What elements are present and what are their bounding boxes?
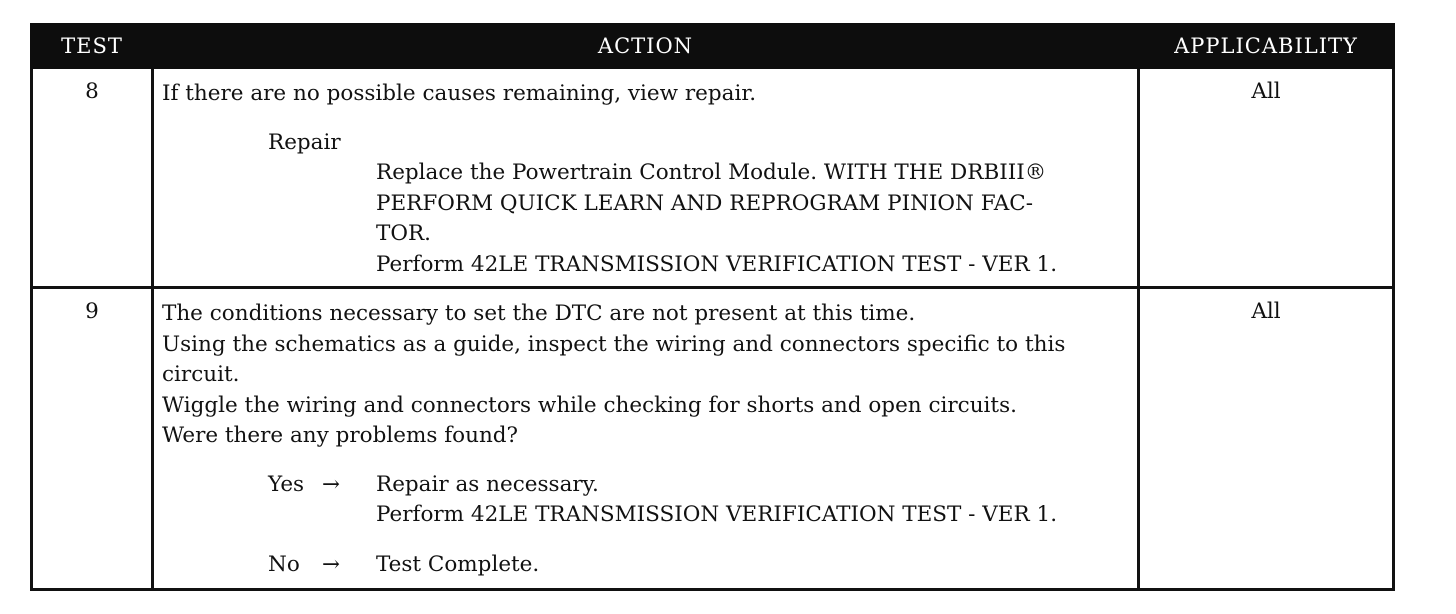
repair-verify: Perform 42LE TRANSMISSION VERIFICATION TEST - VER 1. — [376, 251, 1058, 277]
yes-label: Yes — [268, 471, 305, 497]
yes-branch — [268, 470, 1129, 531]
action-cell — [153, 288, 1139, 590]
diagnostic-table — [30, 23, 1395, 591]
repair-label: Repair — [268, 129, 341, 155]
header-action: ACTION — [153, 25, 1139, 68]
table-row-test-8 — [32, 68, 1394, 288]
right-arrow-icon: → — [322, 471, 341, 497]
applicability-value: All — [1139, 288, 1394, 590]
header-applicability: APPLICABILITY — [1139, 25, 1394, 68]
no-text: Test Complete. — [376, 551, 540, 577]
yes-text — [376, 470, 1129, 531]
header-test: TEST — [32, 25, 153, 68]
header-row — [32, 25, 1394, 68]
test-number: 9 — [32, 288, 153, 590]
action-intro: If there are no possible causes remaining, view repair. — [162, 81, 757, 106]
applicability-value: All — [1139, 68, 1394, 288]
test-number: 8 — [32, 68, 153, 288]
action-line-4: Wiggle the wiring and connectors while checking for shorts and open circuits. — [162, 392, 1017, 418]
repair-text-line-1: Replace the Powertrain Control Module. WITH THE DRBIII® — [376, 160, 1047, 185]
no-label: No — [268, 551, 300, 577]
right-arrow-icon: → — [322, 551, 341, 577]
action-line-3: circuit. — [162, 362, 240, 387]
repair-text-line-3: TOR. — [376, 221, 431, 246]
no-branch — [268, 550, 1129, 581]
action-cell — [153, 68, 1139, 288]
repair-text-line-2: PERFORM QUICK LEARN AND REPROGRAM PINION FAC- — [376, 190, 1033, 216]
action-line-1: The conditions necessary to set the DTC are not present at this time. — [162, 301, 916, 326]
repair-body — [376, 158, 1129, 286]
yes-text-line-2: Perform 42LE TRANSMISSION VERIFICATION TEST - VER 1. — [376, 502, 1058, 527]
action-line-2: Using the schematics as a guide, inspect the wiring and connectors specific to this — [162, 331, 1066, 357]
action-line-5: Were there any problems found? — [162, 423, 519, 448]
yes-text-line-1: Repair as necessary. — [376, 471, 599, 497]
table-row-test-9 — [32, 288, 1394, 590]
